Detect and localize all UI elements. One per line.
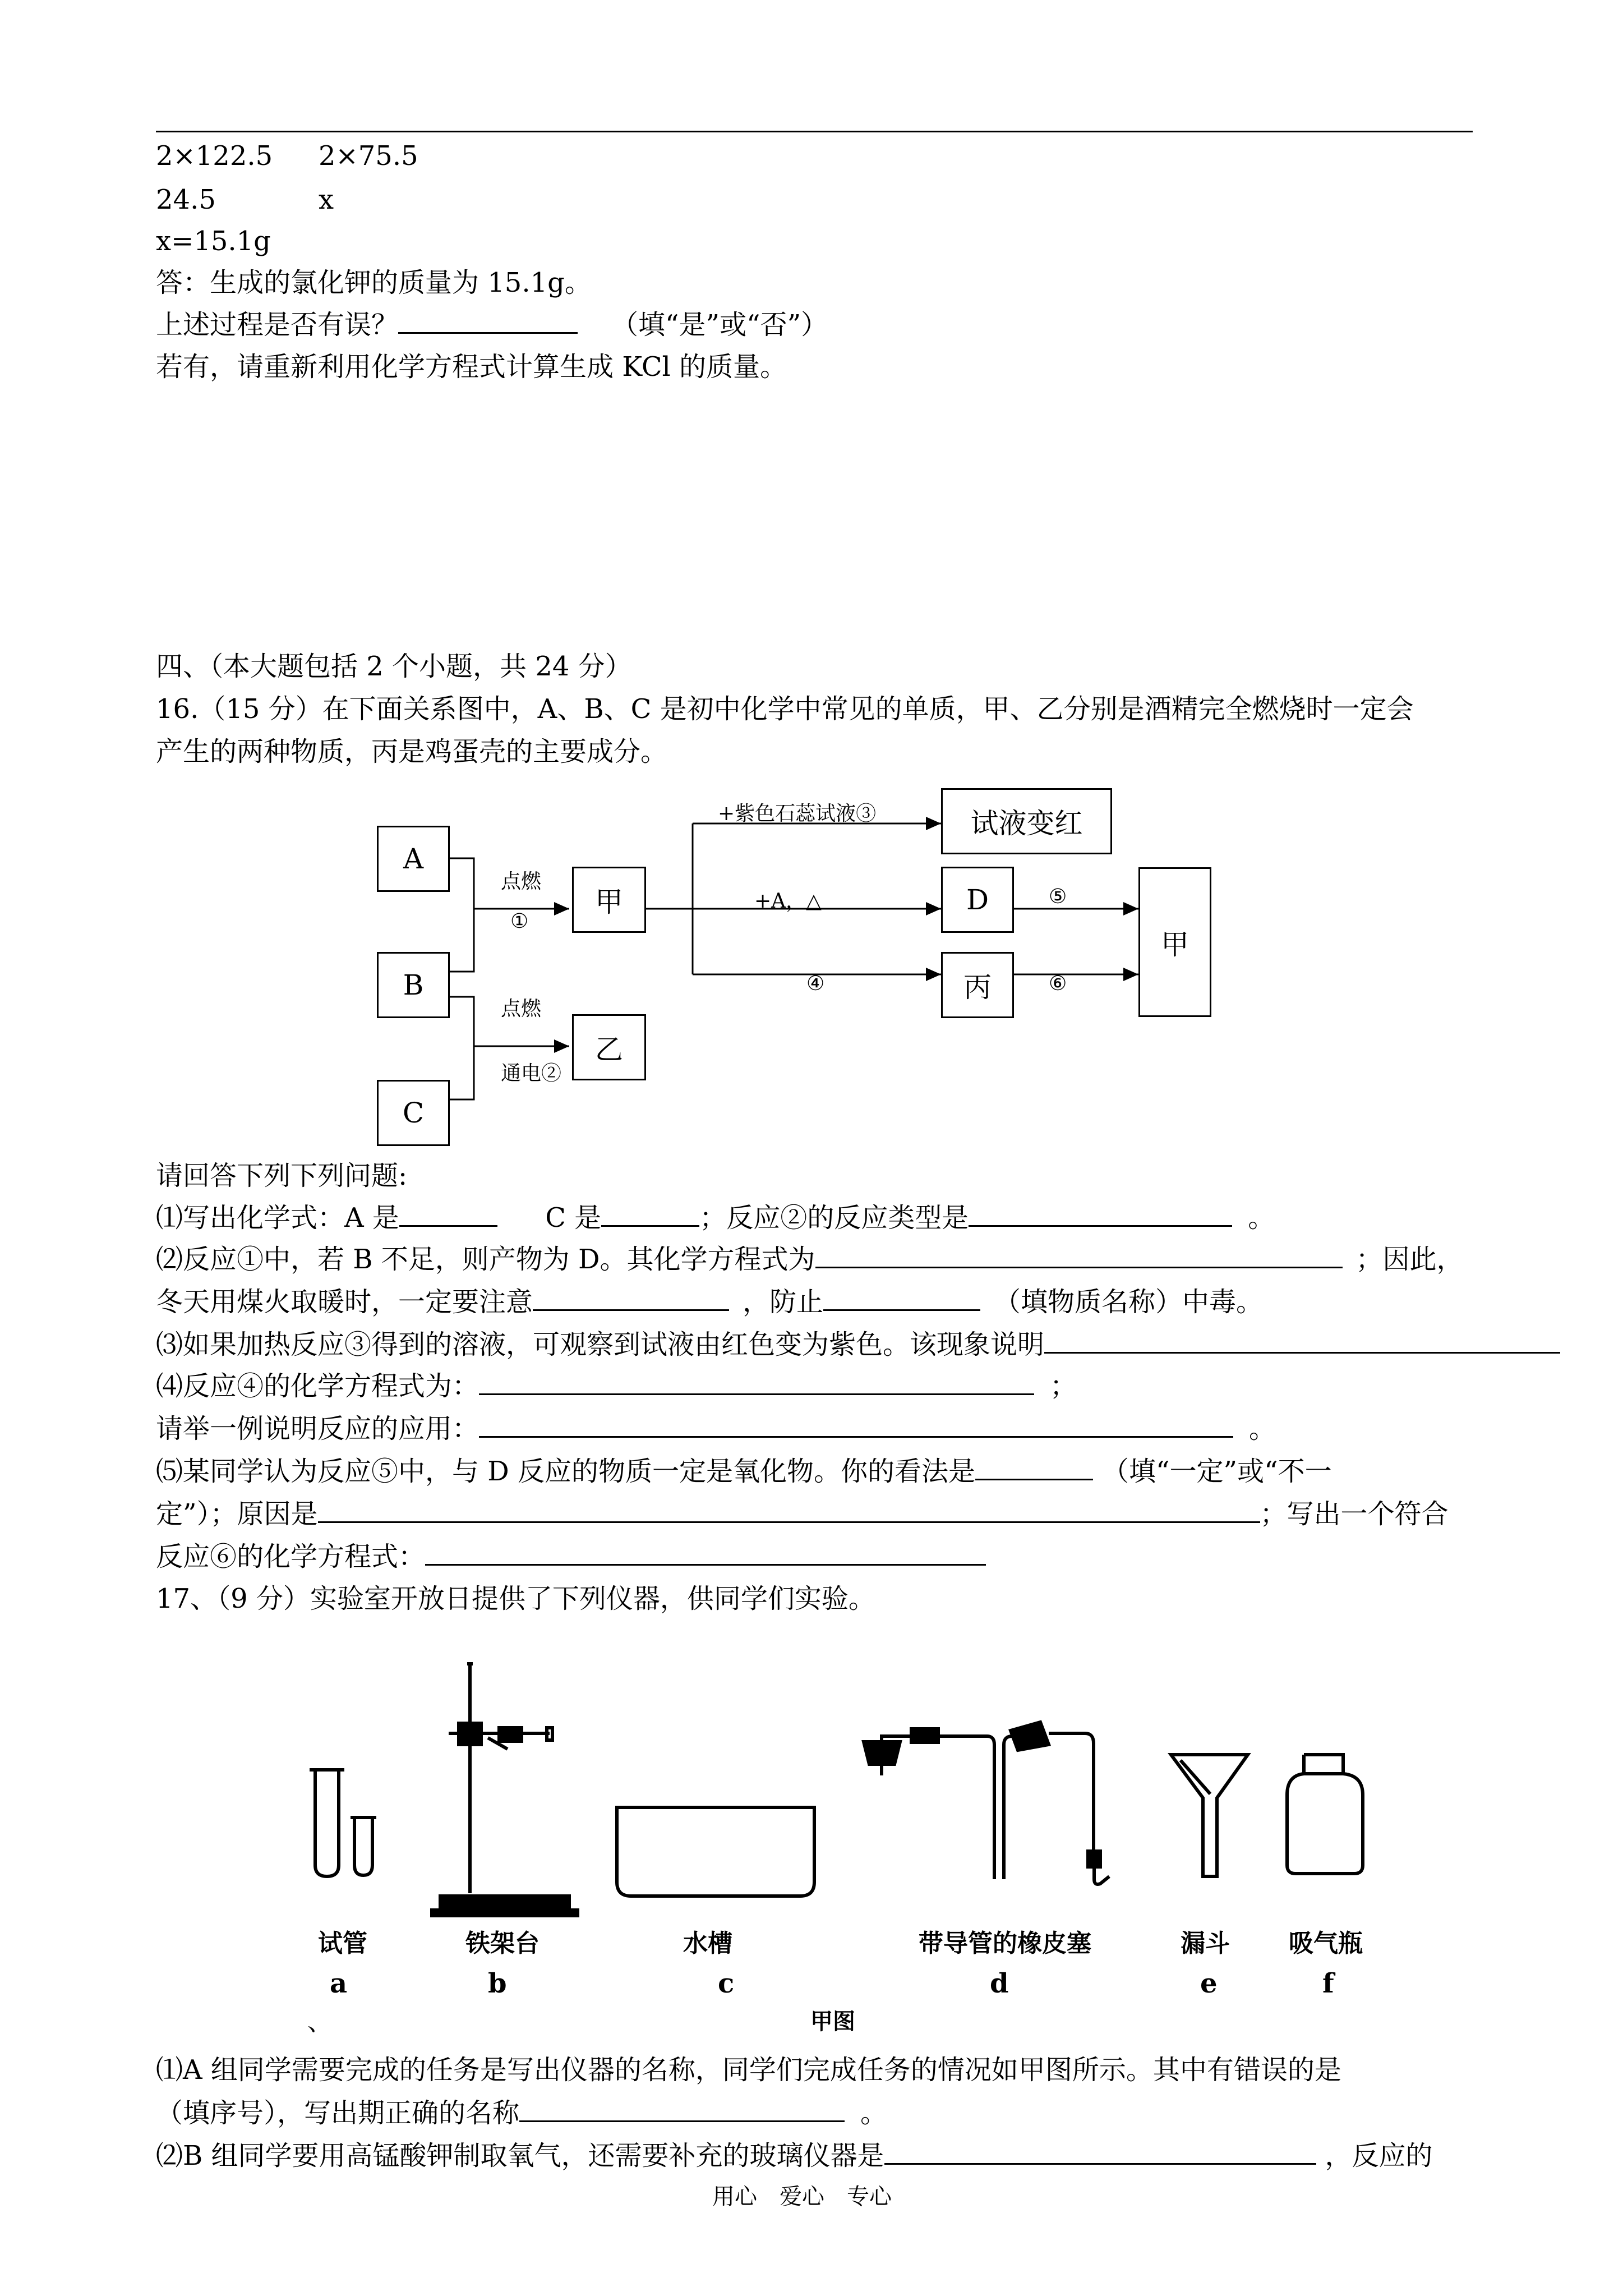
q16-intro: 请回答下列下列问题:	[156, 1160, 408, 1191]
apparatus-name-c: 水槽	[683, 1929, 732, 1958]
apparatus-letter-c: c	[718, 1968, 735, 1999]
blank-correct-name[interactable]	[519, 2096, 845, 2122]
q16-p5-text-c: 定”）；原因是	[156, 1498, 318, 1530]
q16-p4-text-c: 请举一例说明反应的应用：	[156, 1413, 479, 1444]
q16-p5-text-d: ；写出一个符合	[1260, 1498, 1449, 1530]
q16-p1-text-a: ⑴写出化学式：A 是	[156, 1202, 399, 1234]
label-reaction-4: ④	[806, 972, 825, 995]
q16-p5-text-e: 反应⑥的化学方程式：	[156, 1541, 426, 1572]
q17-p2-text-a: ⑵B 组同学要用高锰酸钾制取氧气，还需要补充的玻璃仪器是	[156, 2140, 884, 2171]
q16-p3-text: ⑶如果加热反应③得到的溶液，可观察到试液由红色变为紫色。该现象说明	[156, 1329, 1045, 1360]
apparatus-name-b: 铁架台	[465, 1929, 540, 1958]
figure-caption: 甲图	[810, 2009, 855, 2035]
q16-p4-text-a: ⑷反应④的化学方程式为：	[156, 1370, 479, 1402]
node-jia: 甲	[572, 867, 646, 933]
q17-title: 17、（9 分）实验室开放日提供了下列仪器，供同学们实验。	[156, 1583, 875, 1614]
q17-part1-line2	[156, 2096, 887, 2130]
q17-part1-line1: ⑴A 组同学需要完成的任务是写出仪器的名称，同学们完成任务的情况如甲图所示。其中有错误的是	[156, 2054, 1341, 2086]
calc-l1b: 2×75.5	[319, 140, 418, 172]
q16-p5-text-b: （填“一定”或“不一	[1102, 1456, 1332, 1487]
stray-mark: 、	[307, 2008, 332, 2036]
apparatus-name-f: 吸气瓶	[1289, 1929, 1363, 1958]
label-A-heat: +A，△	[754, 890, 822, 913]
blank-glassware[interactable]	[884, 2138, 1316, 2165]
q16-p2-text-e: （填物质名称）中毒。	[994, 1286, 1264, 1318]
q16-p2-text-d: ，防止	[743, 1286, 824, 1318]
label-litmus: +紫色石蕊试液③	[718, 802, 877, 825]
q16-p4-text-b: ；	[1050, 1370, 1077, 1402]
node-yi: 乙	[572, 1014, 646, 1080]
test-tube-drawing	[310, 1770, 376, 1876]
label-reaction-1: ①	[510, 910, 529, 933]
q16-p4-text-d: 。	[1249, 1413, 1276, 1444]
q16-p5-text-a: ⑸某同学认为反应⑤中，与 D 反应的物质一定是氧化物。你的看法是	[156, 1456, 976, 1487]
apparatus-letter-f: f	[1322, 1968, 1334, 1999]
q16-p2-text-a: ⑵反应①中，若 B 不足，则产物为 D。其化学方程式为	[156, 1244, 815, 1275]
q16-p1-text-c: ；反应②的反应类型是	[699, 1202, 969, 1234]
node-bing: 丙	[941, 952, 1014, 1018]
label-ignite-1: 点燃	[501, 870, 542, 893]
apparatus-letter-a: a	[330, 1968, 348, 1999]
calc-answer: 答：生成的氯化钾的质量为 15.1g。	[156, 267, 592, 298]
node-redden: 试液变红	[941, 788, 1112, 854]
calc-line-3: x=15.1g	[156, 226, 271, 257]
water-trough-drawing	[617, 1807, 814, 1896]
label-reaction-6: ⑥	[1049, 972, 1067, 995]
gas-bottle-drawing	[1287, 1755, 1363, 1874]
calc-check-hint: （填“是”或“否”）	[611, 309, 828, 341]
calc-l2b: x	[319, 184, 334, 215]
apparatus-letter-b: b	[488, 1968, 507, 1999]
calc-check-text: 上述过程是否有误？	[156, 309, 399, 341]
node-D: D	[941, 867, 1014, 933]
stopper-tube-drawing	[864, 1722, 1109, 1884]
funnel-drawing	[1171, 1755, 1248, 1876]
q16-stem-line1: 16.（15 分）在下面关系图中，A、B、C 是初中化学中常见的单质，甲、乙分别是酒精完全燃烧时一定会	[156, 693, 1414, 725]
calc-redo-instruction: 若有，请重新利用化学方程式计算生成 KCl 的质量。	[156, 351, 787, 383]
apparatus-name-e: 漏斗	[1181, 1929, 1230, 1958]
calc-l2a: 24.5	[156, 184, 216, 215]
label-reaction-5: ⑤	[1049, 885, 1067, 908]
q16-p1-text-b: C 是	[545, 1202, 602, 1234]
iron-stand-drawing	[432, 1664, 578, 1916]
node-jia-2: 甲	[1138, 867, 1211, 1017]
q17-p1-text-c: 。	[860, 2097, 888, 2129]
page-footer: 用心 爱心 专心	[712, 2184, 892, 2210]
calc-l1a: 2×122.5	[156, 140, 273, 172]
apparatus-name-d: 带导管的橡皮塞	[919, 1929, 1091, 1958]
q17-p2-text-b: ，反应的	[1325, 2140, 1433, 2171]
node-C: C	[377, 1080, 450, 1146]
label-electrolysis: 通电②	[501, 1062, 562, 1085]
node-B: B	[377, 952, 450, 1018]
q16-stem-line2: 产生的两种物质，丙是鸡蛋壳的主要成分。	[156, 736, 668, 767]
section-title: 四、（本大题包括 2 个小题，共 24 分）	[156, 651, 632, 682]
apparatus-letter-e: e	[1200, 1968, 1218, 1999]
q16-p2-text-c: 冬天用煤火取暖时，一定要注意	[156, 1286, 533, 1318]
q17-part2-line1	[156, 2138, 1433, 2173]
apparatus-letter-d: d	[990, 1968, 1009, 1999]
q16-p1-text-d: 。	[1248, 1202, 1275, 1234]
q17-p1-text-b: （填序号），写出期正确的名称	[156, 2097, 520, 2129]
q16-p2-text-b: ；因此，	[1355, 1244, 1464, 1275]
node-A: A	[377, 826, 450, 892]
label-ignite-2: 点燃	[501, 997, 542, 1020]
apparatus-name-a: 试管	[318, 1929, 367, 1958]
